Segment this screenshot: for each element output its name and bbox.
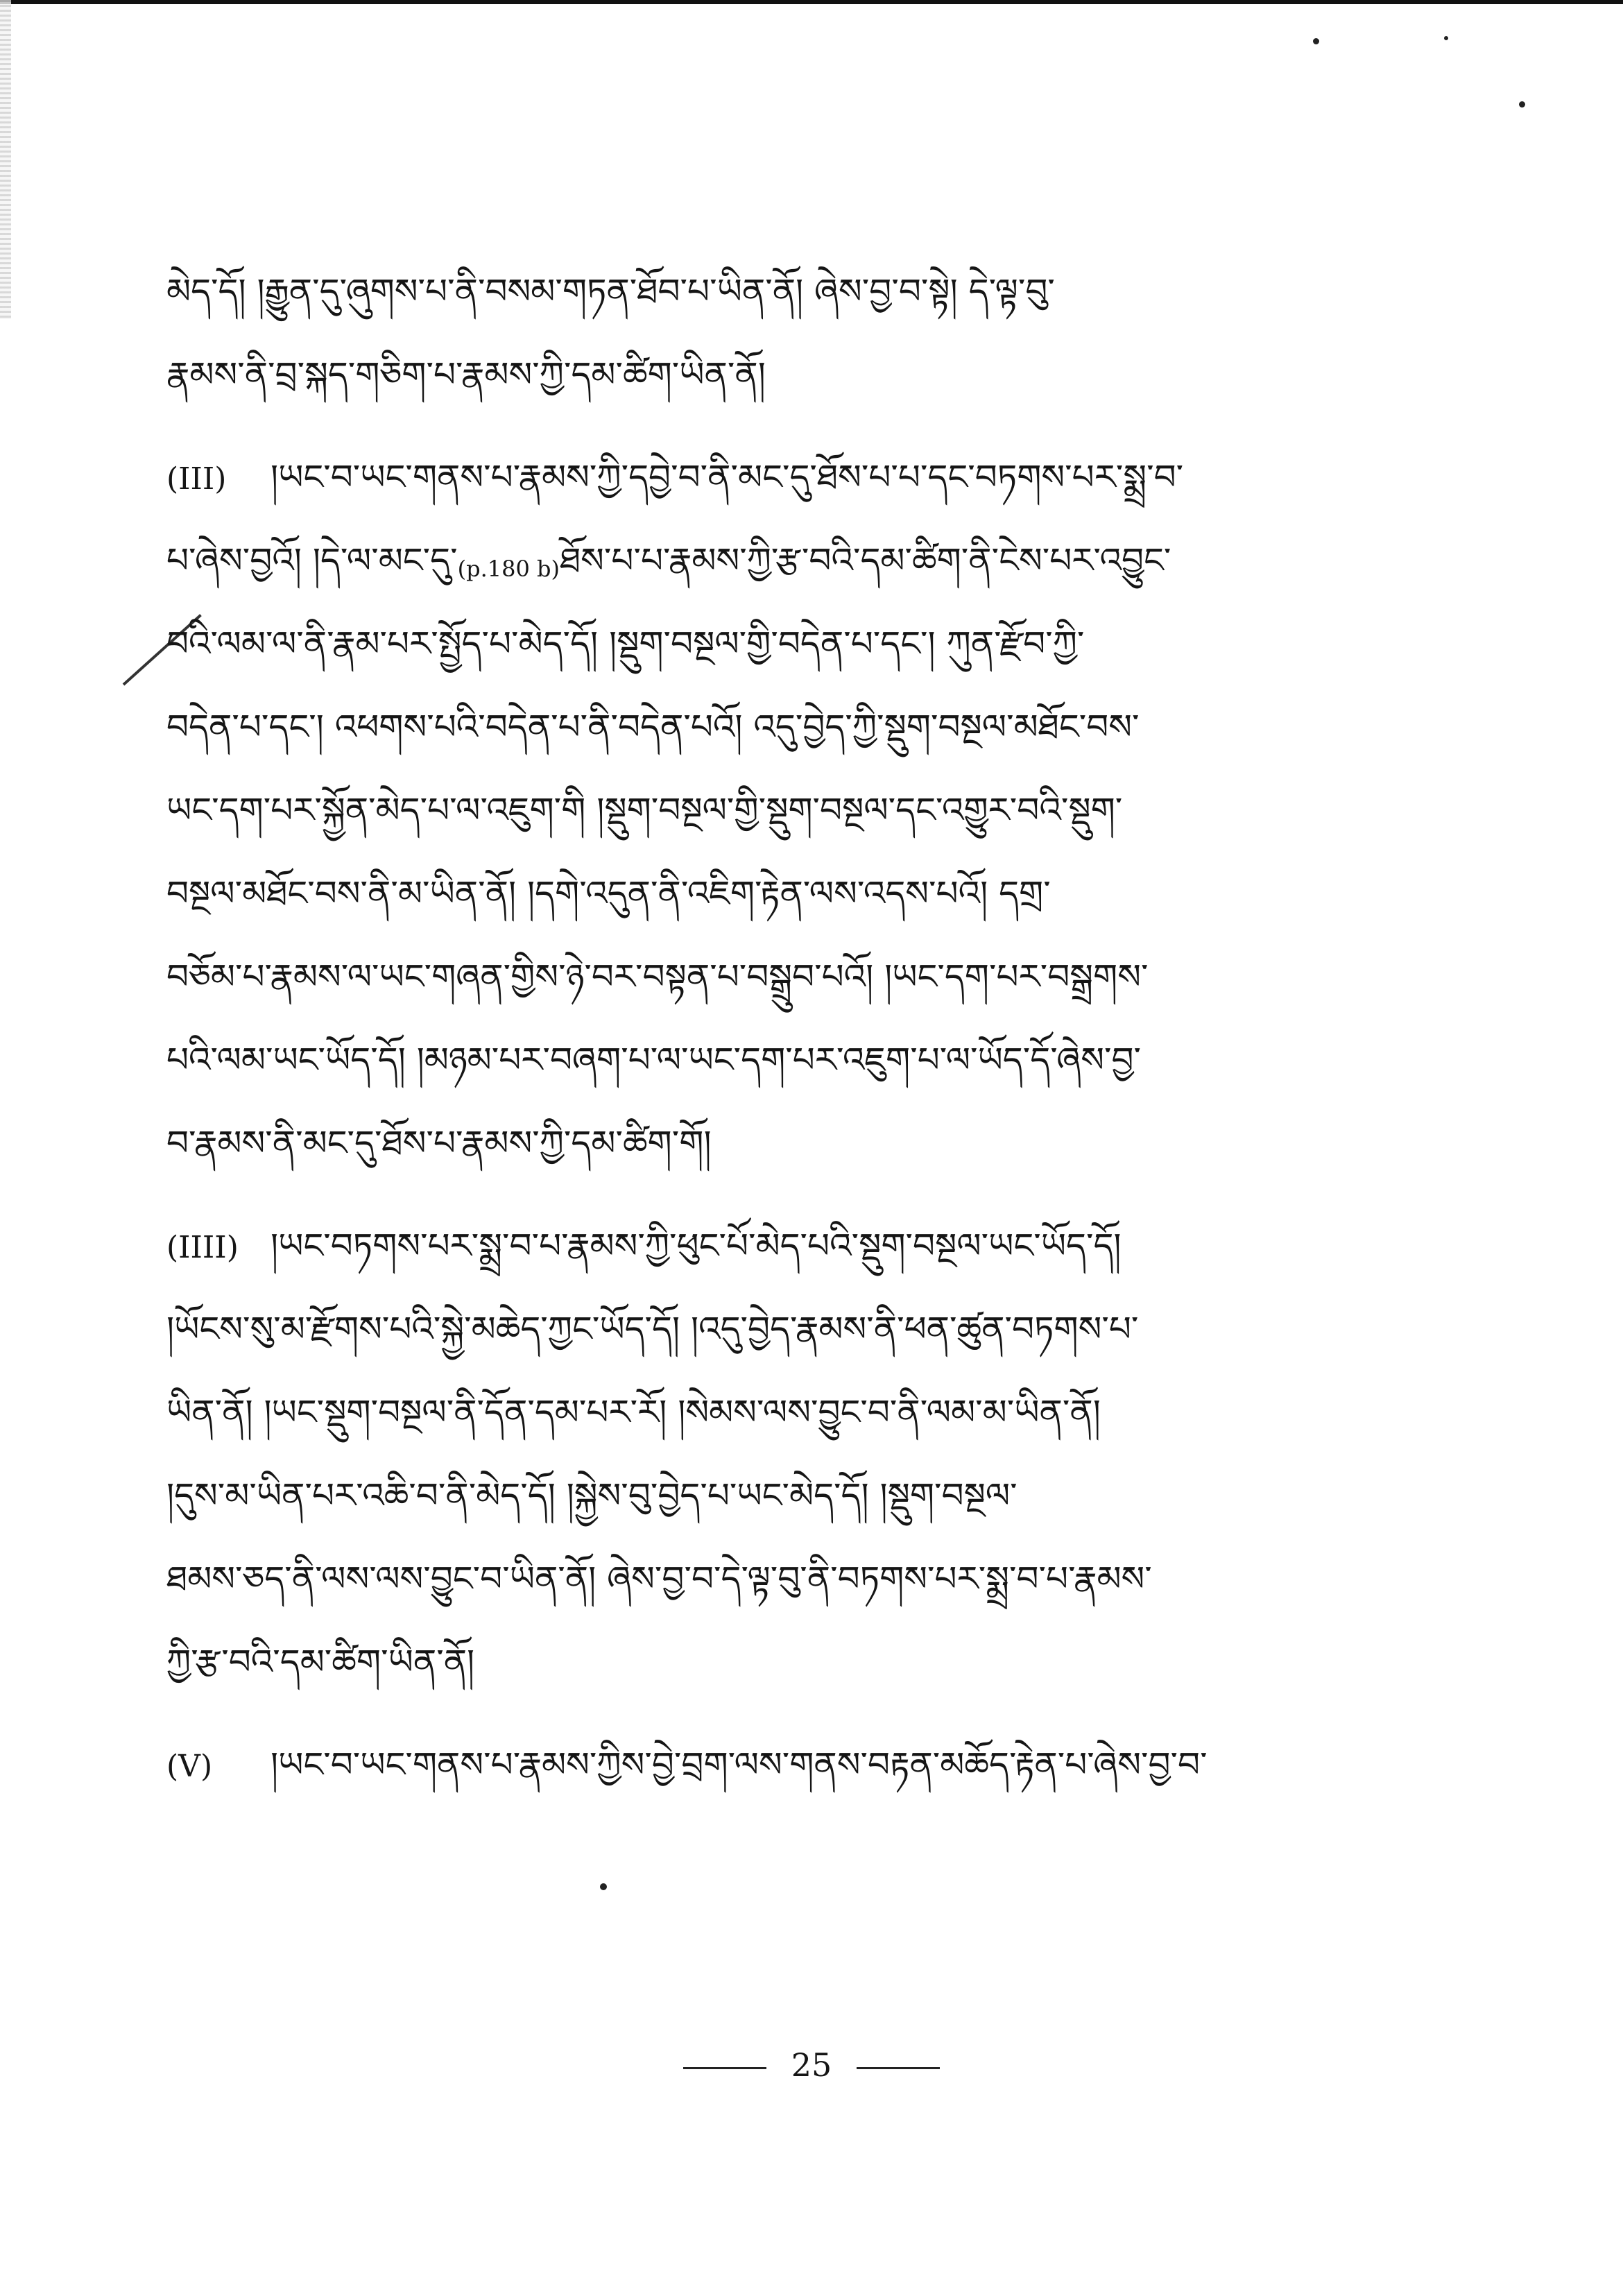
tibetan-text: བའི་ལམ་ལ་ནི་རྣམ་པར་སྤྱོད་པ་མེད་དོ། །སྡུག་བསྔལ་གྱི་བདེན་པ་དང་། ཀུན་རྫོབ་ཀྱི་ [166,624,1085,664]
text-line [166,1287,1470,1371]
tibetan-text: བསྔལ་མཐོང་བས་ནི་མ་ཡིན་ནོ། །དགེ་འདུན་ནི་འཇིག་རྟེན་ལས་འདས་པའོ། དགྲ་ [166,873,1051,914]
text-line [166,852,1470,935]
text-line [166,1018,1470,1102]
scan-speck [1444,36,1448,40]
page-number [0,2046,1623,2084]
text-line [166,602,1470,685]
text-line [166,1537,1470,1620]
section-marker: (III) [166,461,227,497]
page-reference: (p.180 b) [457,556,560,582]
tibetan-text: ཡང་དག་པར་སྐྱོན་མེད་པ་ལ་འཇུག་གི །སྡུག་བསྔལ་གྱི་སྡུག་བསྔལ་དང་འགྱུར་བའི་སྡུག་ [166,790,1123,830]
text-line [166,250,1470,333]
text-line [166,685,1470,769]
tibetan-text: །ཡོངས་སུ་མ་རྫོགས་པའི་སྐྱེ་མཆེད་ཀྱང་ཡོད་དོ། །འདུ་བྱེད་རྣམས་ནི་ཕན་ཚུན་བཏགས་པ་ [166,1309,1139,1349]
scan-speck [600,1883,607,1890]
text-line [166,1371,1470,1454]
tibetan-text: པའི་ལམ་ཡང་ཡོད་དོ། །མཉམ་པར་བཞག་པ་ལ་ཡང་དག་པར་འཇུག་པ་ལ་ཡོད་དོ་ཞེས་བྱ་ [166,1040,1141,1080]
text-line [166,436,1470,519]
text-line [166,1204,1470,1287]
tibetan-text: རྣམས་ནི་བྲ་སྐད་གཅིག་པ་རྣམས་ཀྱི་དམ་ཚིག་ཡིན་ནོ། [166,354,766,395]
tibetan-text: །ཡང་བ་ཡང་གནས་པ་རྣམས་ཀྱིས་བྱེ་བྲག་ལས་གནས་བརྟན་མཆོད་རྟེན་པ་ཞེས་བྱ་བ་ [270,1745,1208,1785]
tibetan-text: མེད་དོ། །རྒྱུན་དུ་ཞུགས་པ་ནི་བསམ་གཏན་ཐོབ་པ་ཡིན་ནོ། ཞེས་བྱ་བ་སྟེ། དེ་ལྟ་བུ་ [166,271,1055,311]
scan-speck [1313,38,1319,44]
text-line [166,333,1470,416]
scan-top-border [0,0,1623,4]
tibetan-text: ཐམས་ཅད་ནི་ལས་ལས་བྱུང་བ་ཡིན་ནོ། ཞེས་བྱ་བ་དེ་ལྟ་བུ་ནི་བཏགས་པར་སྨྲ་བ་པ་རྣམས་ [166,1559,1152,1599]
page-number-dash-left [683,2067,766,2069]
scan-speck [1519,101,1525,108]
tibetan-text: །དུས་མ་ཡིན་པར་འཆི་བ་ནི་མེད་དོ། །སྐྱེས་བུ་བྱེད་པ་ཡང་མེད་དོ། །སྡུག་བསྔལ་ [166,1475,1017,1516]
text-line [166,1620,1470,1704]
section-marker: (IIII) [166,1230,239,1265]
tibetan-text: །ཡང་བཏགས་པར་སྨྲ་བ་པ་རྣམས་ཀྱི་ཕུང་པོ་མེད་པའི་སྡུག་བསྔལ་ཡང་ཡོད་དོ། [270,1226,1122,1266]
text-line [166,1102,1470,1185]
text-line [166,1723,1470,1806]
tibetan-text: བཅོམ་པ་རྣམས་ལ་ཡང་གཞན་གྱིས་ཉེ་བར་བསྟན་པ་བསྒྲུབ་པའོ། །ཡང་དག་པར་བསྒྲགས་ [166,957,1149,997]
tibetan-text: བདེན་པ་དང་། འཕགས་པའི་བདེན་པ་ནི་བདེན་པའོ། འདུ་བྱེད་ཀྱི་སྡུག་བསྔལ་མཐོང་བས་ [166,707,1140,747]
page-number-dash-right [857,2067,940,2069]
page-number-value: 25 [791,2046,832,2084]
tibetan-text: ཐོས་པ་པ་རྣམས་ཀྱི་རྩ་བའི་དམ་ཚིག་ནི་ངེས་པར་འབྱུང་ [559,540,1171,581]
text-line [166,935,1470,1018]
tibetan-text: །ཡང་བ་ཡང་གནས་པ་རྣམས་ཀྱི་དབྱེ་བ་ནི་མང་དུ་ཐོས་པ་པ་དང་བཏགས་པར་སྨྲ་བ་ [270,457,1184,497]
section-marker: (V) [166,1749,213,1784]
tibetan-text: ཀྱི་རྩ་བའི་དམ་ཚིག་ཡིན་ནོ། [166,1642,475,1682]
tibetan-text: ཡིན་ནོ། །ཡང་སྡུག་བསྔལ་ནི་དོན་དམ་པར་རོ། །སེམས་ལས་བྱུང་བ་ནི་ལམ་མ་ཡིན་ནོ། [166,1392,1101,1432]
scan-edge-artifact [0,0,11,319]
text-line [166,769,1470,852]
tibetan-text: པ་ཞེས་བྱའོ། །དེ་ལ་མང་དུ་ [166,540,458,581]
text-line [166,1454,1470,1537]
text-line [166,519,1470,602]
page-body [166,250,1470,1806]
tibetan-text: བ་རྣམས་ནི་མང་དུ་ཐོས་པ་རྣམས་ཀྱི་དམ་ཚིག་གོ། [166,1123,712,1163]
